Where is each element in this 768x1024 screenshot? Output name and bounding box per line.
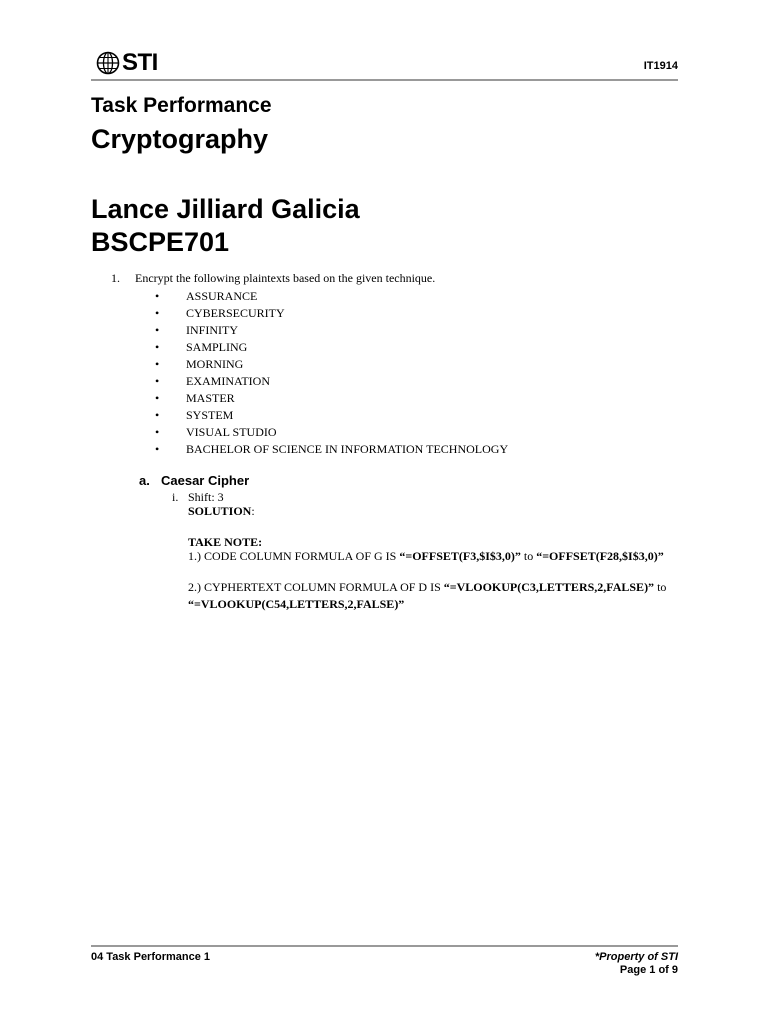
footer-title: 04 Task Performance 1 [91, 951, 211, 963]
header-divider [91, 79, 678, 81]
note-2-to: to [654, 580, 667, 594]
list-item: • SAMPLING [155, 339, 508, 356]
list-item: • VISUAL STUDIO [155, 424, 508, 441]
note-1-formula-start: “=OFFSET(F3,$I$3,0)” [399, 549, 521, 563]
part-label: a. [139, 473, 150, 488]
note-2-formula-start: “=VLOOKUP(C3,LETTERS,2,FALSE)” [443, 580, 655, 594]
note-1-to: to [520, 549, 537, 563]
question-1 [111, 271, 435, 286]
note-1 [188, 549, 664, 564]
globe-icon [96, 51, 120, 75]
note-2-formula-end: “=VLOOKUP(C54,LETTERS,2,FALSE)” [188, 597, 405, 611]
shift-line [172, 490, 224, 505]
list-item: • ASSURANCE [155, 288, 508, 305]
note-1-prefix: 1.) CODE COLUMN FORMULA OF G IS [188, 549, 400, 563]
list-item: • BACHELOR OF SCIENCE IN INFORMATION TECHNOLOGY [155, 441, 508, 458]
note-1-formula-end: “=OFFSET(F28,$I$3,0)” [536, 549, 664, 563]
question-number: 1. [111, 271, 120, 285]
question-text: Encrypt the following plaintexts based on the given technique. [135, 271, 436, 285]
list-item: • MORNING [155, 356, 508, 373]
footer-divider [91, 945, 678, 947]
plaintext-list [155, 288, 508, 458]
page-number: Page 1 of 9 [619, 964, 678, 976]
footer-property: *Property of STI [594, 951, 678, 963]
list-item: • CYBERSECURITY [155, 305, 508, 322]
list-item: • EXAMINATION [155, 373, 508, 390]
task-title: Task Performance [91, 94, 272, 117]
student-section: BSCPE701 [91, 227, 230, 257]
solution-label [188, 504, 255, 519]
solution-colon: : [251, 504, 255, 518]
note-2 [188, 580, 666, 595]
list-item: • INFINITY [155, 322, 508, 339]
solution-text: SOLUTION [188, 504, 252, 518]
take-note-heading: TAKE NOTE: [188, 535, 263, 549]
document-code: IT1914 [643, 60, 678, 72]
note-2-prefix: 2.) CYPHERTEXT COLUMN FORMULA OF D IS [188, 580, 444, 594]
list-item: • MASTER [155, 390, 508, 407]
page-header [91, 46, 678, 82]
shift-text: Shift: 3 [188, 490, 224, 504]
caesar-cipher-heading [139, 473, 249, 488]
list-item: • SYSTEM [155, 407, 508, 424]
part-title: Caesar Cipher [161, 473, 250, 488]
logo-text: STI [122, 49, 158, 76]
footer-info [595, 951, 678, 977]
student-name: Lance Jilliard Galicia [91, 194, 360, 224]
topic-title: Cryptography [91, 124, 269, 154]
shift-label: i. [172, 490, 179, 504]
sti-logo [96, 50, 158, 76]
